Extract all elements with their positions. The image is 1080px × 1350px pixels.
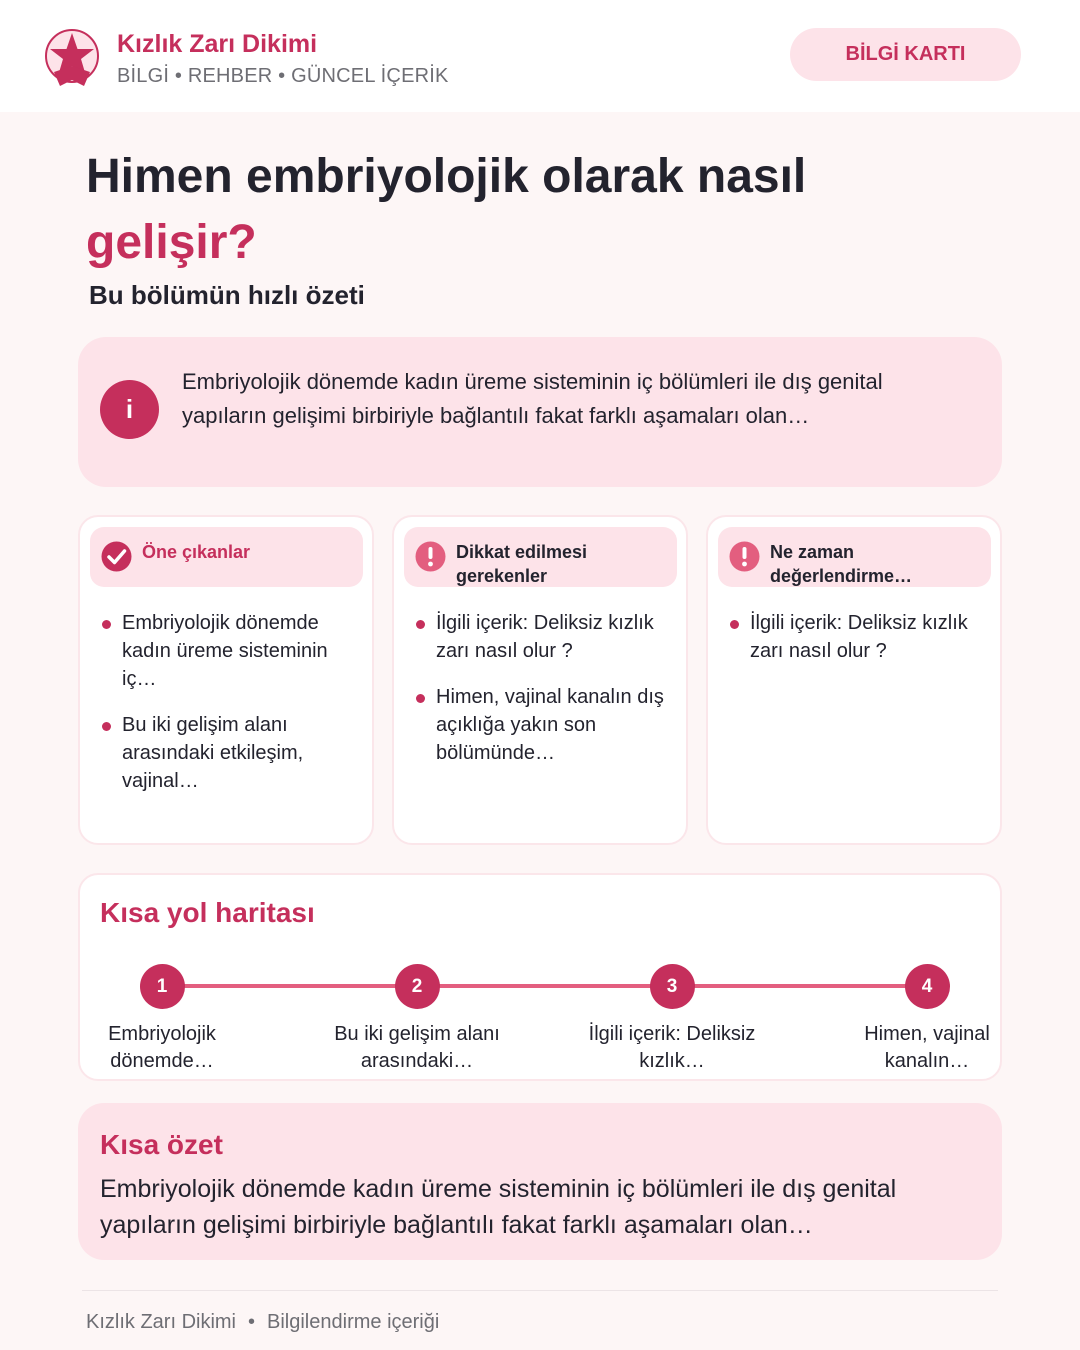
card-list	[414, 609, 676, 785]
step-number: 4	[905, 964, 950, 1009]
step-label: Embriyolojik dönemde…	[108, 1023, 216, 1072]
summary-text: Embriyolojik dönemde kadın üreme sisteminin iç bölümleri ile dış genital yapıların gelişimi birbiriyle bağlantılı fakat farklı aşamaları olan…	[100, 1175, 897, 1239]
info-card-badge: BİLGİ KARTI	[790, 28, 1021, 81]
exclamation-circle-icon	[415, 541, 446, 572]
page-title-main: Himen embriyolojik olarak nasıl	[86, 150, 807, 203]
card-title: Öne çıkanlar	[142, 542, 251, 562]
info-icon: i	[100, 380, 159, 439]
header	[0, 0, 1080, 112]
brand-title: Kızlık Zarı Dikimi	[117, 30, 318, 58]
card-header	[718, 527, 991, 587]
roadmap-line	[162, 984, 927, 988]
roadmap	[78, 873, 1002, 1081]
roadmap-step	[62, 964, 262, 1075]
list-item: Himen, vajinal kanalın dış açıklığa yakın son bölümünde…	[414, 683, 676, 767]
roadmap-step	[827, 964, 1027, 1075]
star-seal-icon	[44, 28, 100, 88]
card-evaluation	[706, 515, 1002, 845]
check-circle-icon	[101, 541, 132, 572]
page-title-accent: gelişir?	[86, 216, 257, 269]
step-number: 1	[140, 964, 185, 1009]
footer-separator: •	[248, 1311, 256, 1333]
card-highlights	[78, 515, 374, 845]
step-label: İlgili içerik: Deliksiz kızlık…	[588, 1023, 756, 1072]
card-title: Dikkat edilmesi gerekenler	[456, 542, 588, 586]
list-item: İlgili içerik: Deliksiz kızlık zarı nasıl olur ?	[728, 609, 990, 665]
footer-note: Bilgilendirme içeriği	[267, 1311, 440, 1333]
card-header	[90, 527, 363, 587]
list-item: İlgili içerik: Deliksiz kızlık zarı nasıl olur ?	[414, 609, 676, 665]
step-number: 2	[395, 964, 440, 1009]
card-list	[728, 609, 990, 683]
page-title	[86, 144, 1006, 276]
page-subtitle: Bu bölümün hızlı özeti	[89, 280, 365, 310]
summary-title: Kısa özet	[100, 1129, 223, 1160]
card-warnings	[392, 515, 688, 845]
card-list	[100, 609, 362, 813]
brand-subtitle: BİLGİ • REHBER • GÜNCEL İÇERİK	[117, 65, 449, 87]
card-header	[404, 527, 677, 587]
roadmap-title: Kısa yol haritası	[100, 897, 315, 928]
summary-box	[78, 1103, 1002, 1260]
footer	[86, 1311, 439, 1334]
card-title: Ne zaman değerlendirme…	[770, 542, 913, 586]
roadmap-step	[572, 964, 772, 1075]
step-number: 3	[650, 964, 695, 1009]
footer-brand: Kızlık Zarı Dikimi	[86, 1311, 236, 1333]
info-box	[78, 337, 1002, 487]
exclamation-circle-icon	[729, 541, 760, 572]
roadmap-step	[317, 964, 517, 1075]
footer-divider	[82, 1290, 998, 1291]
info-text: Embriyolojik dönemde kadın üreme sisteminin iç bölümleri ile dış genital yapıların gelişimi birbiriyle bağlantılı fakat farklı aşamaları olan…	[182, 369, 883, 428]
step-label: Himen, vajinal kanalın…	[864, 1023, 990, 1072]
list-item: Bu iki gelişim alanı arasındaki etkileşim, vajinal…	[100, 711, 362, 795]
list-item: Embriyolojik dönemde kadın üreme sisteminin iç…	[100, 609, 362, 693]
step-label: Bu iki gelişim alanı arasındaki…	[334, 1023, 500, 1072]
